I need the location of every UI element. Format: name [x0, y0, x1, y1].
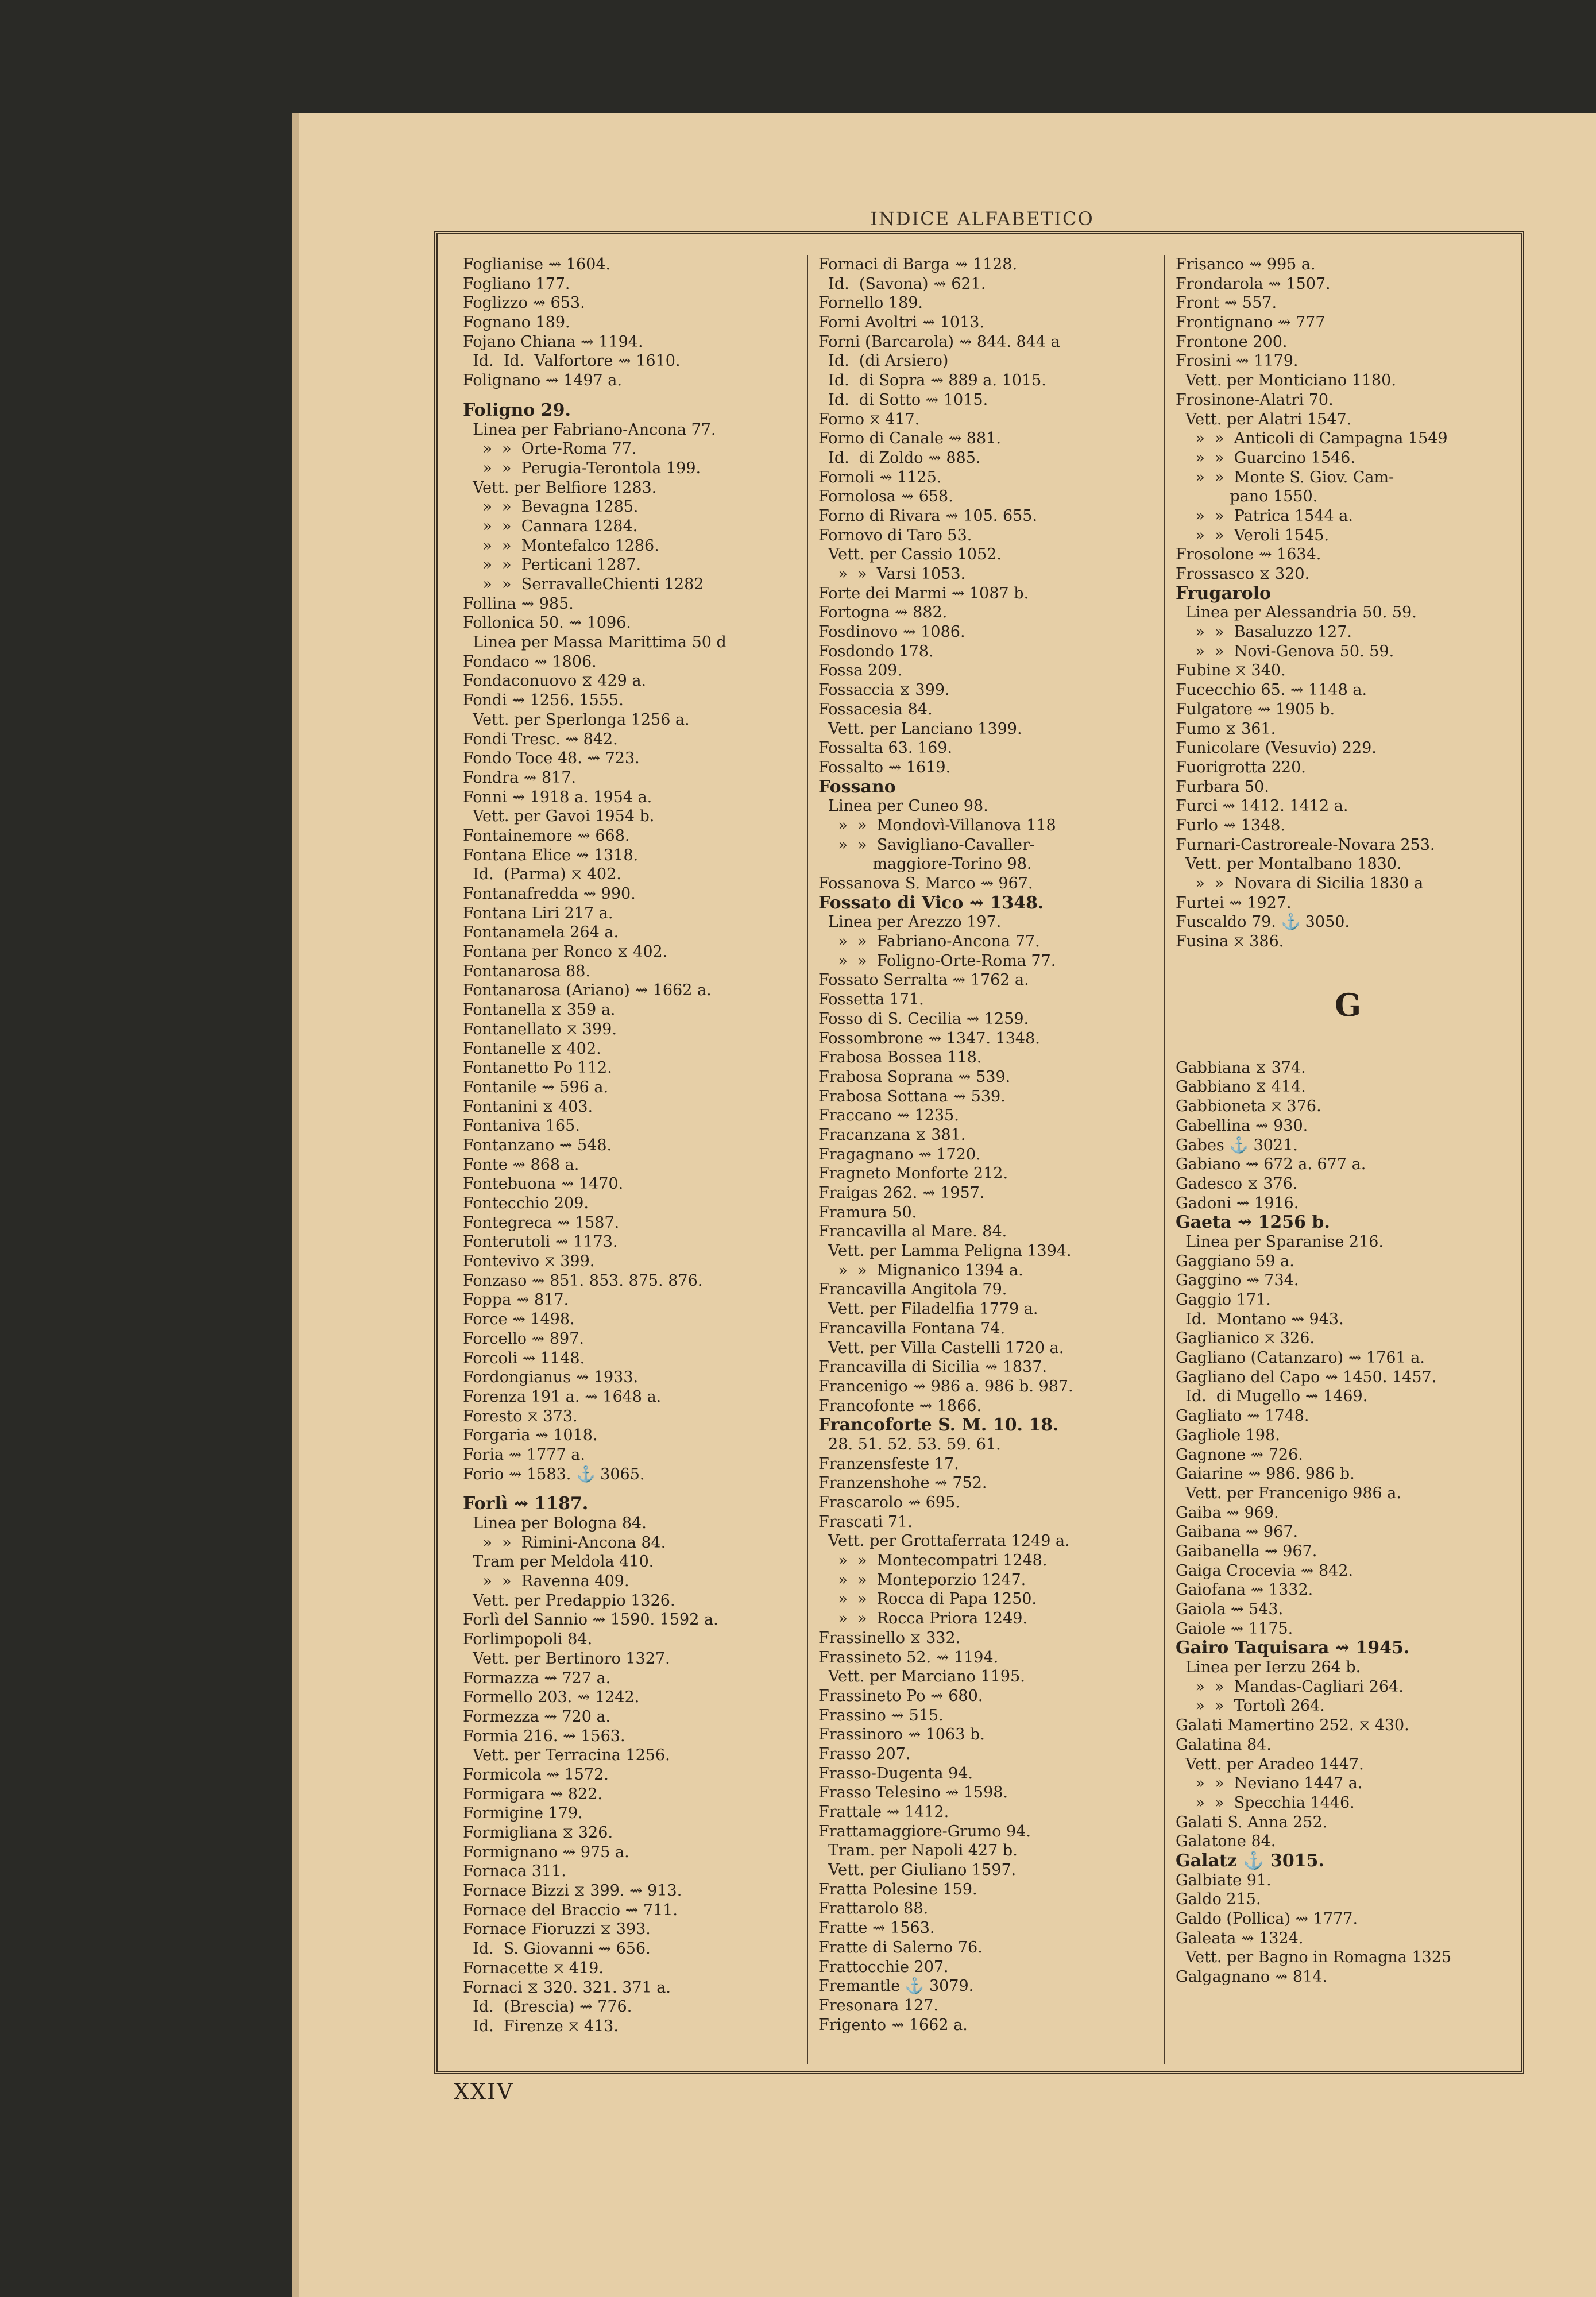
index-entry: Forgaria ⇝ 1018.	[463, 1426, 598, 1445]
index-entry: Frontignano ⇝ 777	[1176, 314, 1326, 332]
index-entry: Gabiano ⇝ 672 a. 677 a.	[1176, 1155, 1366, 1174]
index-entry: Fornovo di Taro 53.	[818, 526, 972, 544]
index-entry: Forlì del Sannio ⇝ 1590. 1592 a.	[463, 1611, 718, 1629]
index-entry: Forcello ⇝ 897.	[463, 1329, 584, 1348]
index-entry: Forno di Canale ⇝ 881.	[818, 430, 1001, 448]
page-header: INDICE ALFABETICO	[870, 208, 1094, 230]
index-entry: Gadesco ⧖ 376.	[1176, 1174, 1298, 1193]
index-entry: Fraccano ⇝ 1235.	[818, 1107, 959, 1125]
index-entry: Furci ⇝ 1412. 1412 a.	[1176, 797, 1348, 815]
index-entry: Foppa ⇝ 817.	[463, 1291, 569, 1309]
index-entry: Follonica 50. ⇝ 1096.	[463, 614, 631, 632]
index-entry: Fornaci di Barga ⇝ 1128.	[818, 256, 1018, 273]
index-entry: Fulgatore ⇝ 1905 b.	[1176, 700, 1335, 718]
index-entry: Fontanelle ⧖ 402.	[463, 1039, 601, 1058]
index-entry: Fossetta 171.	[818, 991, 924, 1009]
index-entry: Fontana Liri 217 a.	[463, 904, 613, 922]
index-entry: Fosso di S. Cecilia ⇝ 1259.	[818, 1010, 1029, 1028]
index-entry: Galbiate 91.	[1176, 1871, 1272, 1889]
index-entry: Frosinone-Alatri 70.	[1176, 390, 1334, 409]
index-entry: Galatz ⚓ 3015.	[1176, 1851, 1324, 1871]
index-entry: Frattarolo 88.	[818, 1900, 929, 1918]
index-entry: » » Specchia 1446.	[1176, 1793, 1355, 1812]
index-entry: Forte dei Marmi ⇝ 1087 b.	[818, 584, 1029, 602]
index-entry: Vett. per Francenigo 986 a.	[1176, 1484, 1401, 1502]
index-entry: Fontanafredda ⇝ 990.	[463, 885, 636, 903]
index-entry: Vett. per Alatri 1547.	[1176, 410, 1352, 428]
index-entry: Formignano ⇝ 975 a.	[463, 1843, 629, 1861]
index-entry: Galdo (Pollica) ⇝ 1777.	[1176, 1910, 1358, 1928]
index-column-2	[818, 255, 1151, 2070]
index-entry: Forio ⇝ 1583. ⚓ 3065.	[463, 1465, 645, 1483]
index-entry: Frosini ⇝ 1179.	[1176, 352, 1299, 370]
index-entry: Formigine 179.	[463, 1804, 583, 1823]
index-entry: Francavilla Fontana 74.	[818, 1319, 1006, 1337]
index-entry: Frisanco ⇝ 995 a.	[1176, 256, 1316, 273]
index-entry: Vett. per Filadelfia 1779 a.	[818, 1300, 1038, 1318]
index-entry: Vett. per Marciano 1195.	[818, 1668, 1025, 1686]
index-entry: Forcoli ⇝ 1148.	[463, 1349, 585, 1367]
index-entry: Gaiofana ⇝ 1332.	[1176, 1581, 1313, 1599]
index-entry: Gadoni ⇝ 1916.	[1176, 1194, 1299, 1212]
index-entry: Franzensfeste 17.	[818, 1455, 959, 1473]
index-entry	[463, 1484, 807, 1494]
index-entry: Frugarolo	[1176, 583, 1272, 604]
index-entry	[463, 390, 807, 401]
index-entry: Fresonara 127.	[818, 1996, 938, 2014]
index-entry: Frattocchie 207.	[818, 1958, 949, 1976]
index-entry: Frattamaggiore-Grumo 94.	[818, 1822, 1031, 1840]
index-entry: Frattale ⇝ 1412.	[818, 1803, 949, 1821]
index-entry: Forlì ⇝ 1187.	[463, 1494, 589, 1514]
index-entry: Francavilla di Sicilia ⇝ 1837.	[818, 1358, 1048, 1376]
index-entry: Fornello 189.	[818, 294, 923, 312]
index-entry: Fognano 189.	[463, 314, 570, 332]
index-entry: Gabbiana ⧖ 374.	[1176, 1058, 1306, 1077]
index-entry: » » Foligno-Orte-Roma 77.	[818, 952, 1056, 970]
index-entry: Linea per Arezzo 197.	[818, 913, 1002, 931]
index-entry: Fusina ⧖ 386.	[1176, 933, 1284, 951]
index-entry: Id. di Mugello ⇝ 1469.	[1176, 1387, 1368, 1406]
index-entry: Francavilla al Mare. 84.	[818, 1223, 1007, 1241]
index-entry: Linea per Sparanise 216.	[1176, 1232, 1384, 1251]
index-entry: Id. (di Arsiero)	[818, 352, 949, 370]
index-entry: » » Monteporzio 1247.	[818, 1571, 1026, 1589]
index-entry: Gaibanella ⇝ 967.	[1176, 1542, 1317, 1560]
index-entry: » » Basaluzzo 127.	[1176, 623, 1352, 641]
index-entry: Funicolare (Vesuvio) 229.	[1176, 739, 1377, 757]
index-entry: Foresto ⧖ 373.	[463, 1407, 578, 1425]
index-entry: » » Rimini-Ancona 84.	[463, 1533, 666, 1552]
index-entry: Gagliano (Catanzaro) ⇝ 1761 a.	[1176, 1349, 1425, 1367]
index-entry: » » Veroli 1545.	[1176, 526, 1330, 544]
index-entry: Linea per Fabriano-Ancona 77.	[463, 420, 716, 439]
index-entry: Fraigas 262. ⇝ 1957.	[818, 1184, 985, 1202]
index-entry: Frassinoro ⇝ 1063 b.	[818, 1726, 985, 1744]
index-entry: Vett. per Sperlonga 1256 a.	[463, 710, 690, 729]
index-entry: » » Patrica 1544 a.	[1176, 506, 1353, 525]
index-entry: Vett. per Gavoi 1954 b.	[463, 807, 655, 826]
index-entry: 28. 51. 52. 53. 59. 61.	[818, 1435, 1001, 1453]
index-entry: Fondi ⇝ 1256. 1555.	[463, 691, 624, 710]
index-entry: Vett. per Montalbano 1830.	[1176, 855, 1402, 873]
index-entry: Gaiole ⇝ 1175.	[1176, 1619, 1293, 1638]
index-entry: Fogliano 177.	[463, 274, 570, 293]
index-entry: Fornaci ⧖ 320. 321. 371 a.	[463, 1978, 671, 1997]
index-entry: Forlimpopoli 84.	[463, 1630, 593, 1649]
index-entry: Galatone 84.	[1176, 1832, 1276, 1851]
index-entry: Follina ⇝ 985.	[463, 594, 574, 613]
index-entry: Frabosa Bossea 118.	[818, 1049, 982, 1067]
index-entry: Frossasco ⧖ 320.	[1176, 565, 1310, 583]
index-entry: » » Ravenna 409.	[463, 1572, 629, 1591]
index-entry: Vett. per Lanciano 1399.	[818, 720, 1022, 738]
index-entry: Fosdinovo ⇝ 1086.	[818, 623, 965, 641]
index-entry: Fordongianus ⇝ 1933.	[463, 1368, 639, 1387]
index-entry: Fratte di Salerno 76.	[818, 1938, 983, 1956]
index-entry: Gairo Taquisara ⇝ 1945.	[1176, 1638, 1410, 1658]
index-entry: Gabbiano ⧖ 414.	[1176, 1078, 1306, 1096]
index-entry: Galati S. Anna 252.	[1176, 1813, 1328, 1831]
index-entry: Gaiola ⇝ 543.	[1176, 1600, 1284, 1618]
index-entry: Vett. per Belfiore 1283.	[463, 478, 657, 497]
index-entry: Formigara ⇝ 822.	[463, 1785, 602, 1803]
index-entry: Galgagnano ⇝ 814.	[1176, 1968, 1328, 1986]
index-entry: » » Monte S. Giov. Cam-	[1176, 468, 1394, 486]
index-entry: Fontanellato ⧖ 399.	[463, 1020, 617, 1038]
index-entry: Fontana Elice ⇝ 1318.	[463, 846, 639, 864]
column-rule	[1164, 255, 1165, 2064]
index-entry: Fratta Polesine 159.	[818, 1880, 977, 1898]
page-edge	[292, 113, 299, 2297]
index-entry: Forenza 191 a. ⇝ 1648 a.	[463, 1387, 662, 1406]
index-entry: Vett. per Monticiano 1180.	[1176, 372, 1396, 390]
index-entry: Gabellina ⇝ 930.	[1176, 1116, 1308, 1135]
index-entry: Frassinello ⧖ 332.	[818, 1629, 961, 1647]
index-entry: Fonte ⇝ 868 a.	[463, 1155, 579, 1174]
index-entry: Gaibana ⇝ 967.	[1176, 1523, 1299, 1541]
index-entry: Fontana per Ronco ⧖ 402.	[463, 943, 668, 961]
index-entry: Tram per Meldola 410.	[463, 1553, 654, 1571]
index-entry	[1176, 1048, 1520, 1058]
index-entry: » » Montefalco 1286.	[463, 536, 659, 555]
index-entry: Fonterutoli ⇝ 1173.	[463, 1233, 618, 1251]
index-entry: Framura 50.	[818, 1203, 917, 1221]
index-entry: Front ⇝ 557.	[1176, 294, 1277, 312]
index-entry: Vett. per Giuliano 1597.	[818, 1861, 1017, 1880]
index-entry: Fontainemore ⇝ 668.	[463, 826, 630, 845]
index-entry: Frabosa Soprana ⇝ 539.	[818, 1068, 1011, 1086]
index-entry: Fossalta 63. 169.	[818, 739, 953, 757]
index-entry: Fontegreca ⇝ 1587.	[463, 1213, 620, 1232]
index-entry: Fratte ⇝ 1563.	[818, 1919, 935, 1938]
index-entry: Gagliato ⇝ 1748.	[1176, 1407, 1309, 1425]
index-entry: Fontanamela 264 a.	[463, 923, 619, 942]
index-entry: » » Varsi 1053.	[818, 565, 966, 583]
index-entry: Frassineto Po ⇝ 680.	[818, 1687, 983, 1705]
index-entry: Gaeta ⇝ 1256 b.	[1176, 1213, 1330, 1232]
index-entry: Id. (Parma) ⧖ 402.	[463, 865, 621, 884]
index-entry: » » Rocca Priora 1249.	[818, 1610, 1028, 1628]
index-entry: Fornolosa ⇝ 658.	[818, 488, 953, 506]
index-entry: » » Bevagna 1285.	[463, 498, 639, 516]
index-entry: Fracanzana ⧖ 381.	[818, 1126, 966, 1144]
index-entry: Id. Montano ⇝ 943.	[1176, 1310, 1344, 1328]
index-entry: Fubine ⧖ 340.	[1176, 662, 1286, 680]
index-entry: Fonni ⇝ 1918 a. 1954 a.	[463, 788, 652, 806]
index-entry: Fontaniva 165.	[463, 1117, 580, 1135]
index-entry: Gaiga Crocevia ⇝ 842.	[1176, 1561, 1354, 1580]
index-entry: Tram. per Napoli 427 b.	[818, 1842, 1018, 1860]
index-entry: Vett. per Cassio 1052.	[818, 546, 1002, 564]
index-entry: Galdo 215.	[1176, 1890, 1261, 1909]
index-entry: » » Fabriano-Ancona 77.	[818, 933, 1040, 951]
index-entry: Forni Avoltri ⇝ 1013.	[818, 314, 985, 332]
index-entry: Gagliole 198.	[1176, 1426, 1280, 1444]
index-entry: Frasso-Dugenta 94.	[818, 1764, 973, 1782]
index-entry: » » Cannara 1284.	[463, 517, 638, 535]
index-entry: » » Guarcino 1546.	[1176, 448, 1355, 467]
index-entry: » » Perticani 1287.	[463, 556, 642, 574]
index-column-3	[1176, 255, 1520, 2070]
index-entry: Fontecchio 209.	[463, 1194, 589, 1212]
index-entry: Linea per Alessandria 50. 59.	[1176, 604, 1417, 622]
index-entry: Linea per Cuneo 98.	[818, 797, 988, 815]
index-entry: Fossano	[818, 777, 896, 797]
index-entry: Foglianise ⇝ 1604.	[463, 256, 611, 273]
index-entry: Fortogna ⇝ 882.	[818, 604, 948, 622]
index-entry: Galati Mamertino 252. ⧖ 430.	[1176, 1716, 1409, 1735]
index-entry: Foria ⇝ 1777 a.	[463, 1445, 585, 1464]
index-entry: Gaggino ⇝ 734.	[1176, 1271, 1299, 1290]
index-entry: Furnari-Castroreale-Novara 253.	[1176, 836, 1435, 854]
index-entry: Id. Id. Valfortore ⇝ 1610.	[463, 352, 681, 370]
index-entry: Furtei ⇝ 1927.	[1176, 894, 1292, 912]
index-entry: » » Tortolì 264.	[1176, 1697, 1325, 1715]
index-entry: » » Anticoli di Campagna 1549	[1176, 430, 1448, 448]
index-entry: Formigliana ⧖ 326.	[463, 1824, 613, 1842]
index-entry: Vett. per Predappio 1326.	[463, 1591, 675, 1610]
index-entry: Francavilla Angitola 79.	[818, 1281, 1007, 1299]
index-entry: Fontanarosa 88.	[463, 962, 590, 980]
index-entry: Fondo Toce 48. ⇝ 723.	[463, 749, 640, 768]
index-entry: Furlo ⇝ 1348.	[1176, 816, 1286, 834]
index-entry: » » SerravalleChienti 1282	[463, 575, 704, 593]
page-number: XXIV	[454, 2079, 514, 2104]
index-entry: Frascarolo ⇝ 695.	[818, 1494, 960, 1511]
index-entry: Fragagnano ⇝ 1720.	[818, 1145, 981, 1163]
index-entry: Fossato Serralta ⇝ 1762 a.	[818, 971, 1029, 989]
index-entry: » » Mignanico 1394 a.	[818, 1261, 1023, 1279]
index-entry: » » Novi-Genova 50. 59.	[1176, 642, 1394, 660]
index-entry: Frontone 200.	[1176, 332, 1288, 351]
index-entry: Fontanarosa (Ariano) ⇝ 1662 a.	[463, 981, 712, 1000]
index-entry: Fojano Chiana ⇝ 1194.	[463, 332, 643, 351]
index-entry: Frosolone ⇝ 1634.	[1176, 546, 1321, 564]
index-entry: » » Rocca di Papa 1250.	[818, 1590, 1037, 1608]
index-entry: Id. (Savona) ⇝ 621.	[818, 274, 986, 293]
index-entry: Foligno 29.	[463, 400, 571, 420]
index-entry: » » Perugia-Terontola 199.	[463, 459, 701, 477]
index-entry: Fornace del Braccio ⇝ 711.	[463, 1901, 678, 1919]
index-entry: Fontanetto Po 112.	[463, 1059, 612, 1077]
index-entry: » » Montecompatri 1248.	[818, 1552, 1048, 1570]
index-entry: » » Orte-Roma 77.	[463, 440, 637, 458]
index-entry: Fornace Fioruzzi ⧖ 393.	[463, 1920, 651, 1939]
index-entry: Id. di Sopra ⇝ 889 a. 1015.	[818, 372, 1046, 390]
index-entry: Fontanile ⇝ 596 a.	[463, 1078, 609, 1096]
index-entry: » » Mandas-Cagliari 264.	[1176, 1677, 1404, 1696]
index-entry: Forno di Rivara ⇝ 105. 655.	[818, 506, 1038, 525]
index-entry: Id. S. Giovanni ⇝ 656.	[463, 1940, 651, 1958]
index-entry: Linea per Ierzu 264 b.	[1176, 1658, 1361, 1677]
index-entry: Fondaconuovo ⧖ 429 a.	[463, 672, 647, 690]
index-entry: Fontevivo ⧖ 399.	[463, 1252, 595, 1271]
index-entry: Francenigo ⇝ 986 a. 986 b. 987.	[818, 1377, 1073, 1395]
index-entry: Franzenshohe ⇝ 752.	[818, 1474, 987, 1492]
index-entry: » » Mondovì-Villanova 118	[818, 816, 1056, 834]
index-entry: Vett. per Bertinoro 1327.	[463, 1649, 670, 1668]
index-entry: Folignano ⇝ 1497 a.	[463, 372, 622, 390]
index-entry: Francoforte S. M. 10. 18.	[818, 1416, 1059, 1435]
index-entry: Fossaccia ⧖ 399.	[818, 681, 950, 699]
index-entry: » » Neviano 1447 a.	[1176, 1774, 1363, 1793]
index-entry: Gagnone ⇝ 726.	[1176, 1445, 1303, 1464]
index-entry: Fondi Tresc. ⇝ 842.	[463, 730, 618, 748]
index-entry: Fontanzano ⇝ 548.	[463, 1136, 612, 1154]
index-entry: Fosdondo 178.	[818, 642, 934, 660]
index-entry: Frasso 207.	[818, 1745, 911, 1763]
index-entry: Fragneto Monforte 212.	[818, 1165, 1008, 1183]
index-entry: Fremantle ⚓ 3079.	[818, 1977, 974, 1996]
index-entry: G	[1334, 986, 1362, 1023]
index-entry: Fumo ⧖ 361.	[1176, 720, 1276, 738]
index-entry: Gabbioneta ⧖ 376.	[1176, 1097, 1321, 1116]
index-entry: Frigento ⇝ 1662 a.	[818, 2016, 968, 2034]
index-entry: Gaggio 171.	[1176, 1291, 1271, 1309]
index-entry: Formello 203. ⇝ 1242.	[463, 1688, 640, 1707]
index-entry: Vett. per Terracina 1256.	[463, 1746, 670, 1765]
index-entry: Force ⇝ 1498.	[463, 1310, 575, 1329]
index-entry: Fondra ⇝ 817.	[463, 768, 577, 787]
index-entry: Gaiba ⇝ 969.	[1176, 1503, 1279, 1522]
index-entry: Formazza ⇝ 727 a.	[463, 1669, 611, 1687]
index-entry: Fontebuona ⇝ 1470.	[463, 1175, 624, 1193]
index-entry: Fossa 209.	[818, 662, 903, 680]
index-entry: Fornoli ⇝ 1125.	[818, 468, 942, 486]
index-entry: Fontanella ⧖ 359 a.	[463, 1001, 616, 1019]
index-entry: Fossombrone ⇝ 1347. 1348.	[818, 1029, 1040, 1047]
index-entry: » » Novara di Sicilia 1830 a	[1176, 875, 1424, 892]
index-entry: Vett. per Villa Castelli 1720 a.	[818, 1339, 1064, 1357]
index-entry: Vett. per Grottaferrata 1249 a.	[818, 1532, 1070, 1550]
index-entry: Fucecchio 65. ⇝ 1148 a.	[1176, 681, 1367, 699]
index-entry: Linea per Bologna 84.	[463, 1514, 647, 1532]
index-entry: Fornace Bizzi ⧖ 399. ⇝ 913.	[463, 1882, 682, 1900]
index-entry: pano 1550.	[1176, 488, 1318, 506]
index-entry: Linea per Massa Marittima 50 d	[463, 633, 726, 652]
index-entry: Frascati 71.	[818, 1513, 913, 1531]
index-entry: Galatina 84.	[1176, 1735, 1272, 1754]
index-entry: Id. (Brescia) ⇝ 776.	[463, 1998, 632, 2016]
index-entry: Fornacette ⧖ 419.	[463, 1959, 604, 1977]
index-entry: Galeata ⇝ 1324.	[1176, 1929, 1304, 1947]
index-entry: Fonzaso ⇝ 851. 853. 875. 876.	[463, 1271, 703, 1290]
index-entry: Formia 216. ⇝ 1563.	[463, 1727, 625, 1745]
index-entry: Fossanova S. Marco ⇝ 967.	[818, 875, 1033, 892]
index-entry: Fondaco ⇝ 1806.	[463, 652, 597, 671]
index-entry: Fossacesia 84.	[818, 700, 933, 718]
index-entry: Vett. per Aradeo 1447.	[1176, 1755, 1364, 1773]
index-column-1	[463, 255, 807, 2070]
index-entry: Gagliano del Capo ⇝ 1450. 1457.	[1176, 1368, 1437, 1386]
index-entry: Gabes ⚓ 3021.	[1176, 1136, 1298, 1154]
index-entry: Foglizzo ⇝ 653.	[463, 294, 585, 312]
index-entry: » » Savigliano-Cavaller-	[818, 836, 1035, 854]
index-entry: Forni (Barcarola) ⇝ 844. 844 a	[818, 332, 1060, 351]
index-entry: Fossalto ⇝ 1619.	[818, 758, 951, 776]
index-entry: Frondarola ⇝ 1507.	[1176, 274, 1331, 293]
index-entry: Gaiarine ⇝ 986. 986 b.	[1176, 1465, 1355, 1483]
index-entry: Formezza ⇝ 720 a.	[463, 1707, 611, 1726]
index-entry	[1176, 952, 1520, 962]
index-entry: Forno ⧖ 417.	[818, 410, 920, 428]
index-entry: Vett. per Bagno in Romagna 1325	[1176, 1948, 1452, 1967]
index-entry: Francofonte ⇝ 1866.	[818, 1397, 982, 1415]
index-entry: Frassineto 52. ⇝ 1194.	[818, 1648, 999, 1666]
index-entry: Fontanini ⧖ 403.	[463, 1097, 593, 1116]
index-entry: Formicola ⇝ 1572.	[463, 1765, 609, 1784]
index-entry: Furbara 50.	[1176, 778, 1269, 796]
index-entry: Frassino ⇝ 515.	[818, 1706, 944, 1724]
index-entry: Frasso Telesino ⇝ 1598.	[818, 1784, 1008, 1802]
index-entry: Fuorigrotta 220.	[1176, 758, 1306, 776]
index-entry: Id. di Zoldo ⇝ 885.	[818, 448, 981, 467]
index-entry: Fossato di Vico ⇝ 1348.	[818, 893, 1044, 913]
index-entry: Vett. per Lamma Peligna 1394.	[818, 1242, 1072, 1260]
index-entry: Gaggiano 59 a.	[1176, 1252, 1294, 1270]
index-entry: Frabosa Sottana ⇝ 539.	[818, 1087, 1006, 1105]
index-entry: Fuscaldo 79. ⚓ 3050.	[1176, 913, 1350, 931]
index-entry: Fornaca 311.	[463, 1862, 566, 1881]
index-entry: maggiore-Torino 98.	[818, 855, 1032, 873]
index-entry: Gaglianico ⧖ 326.	[1176, 1329, 1315, 1348]
index-entry: Id. Firenze ⧖ 413.	[463, 2017, 619, 2035]
index-entry: Id. di Sotto ⇝ 1015.	[818, 390, 988, 409]
